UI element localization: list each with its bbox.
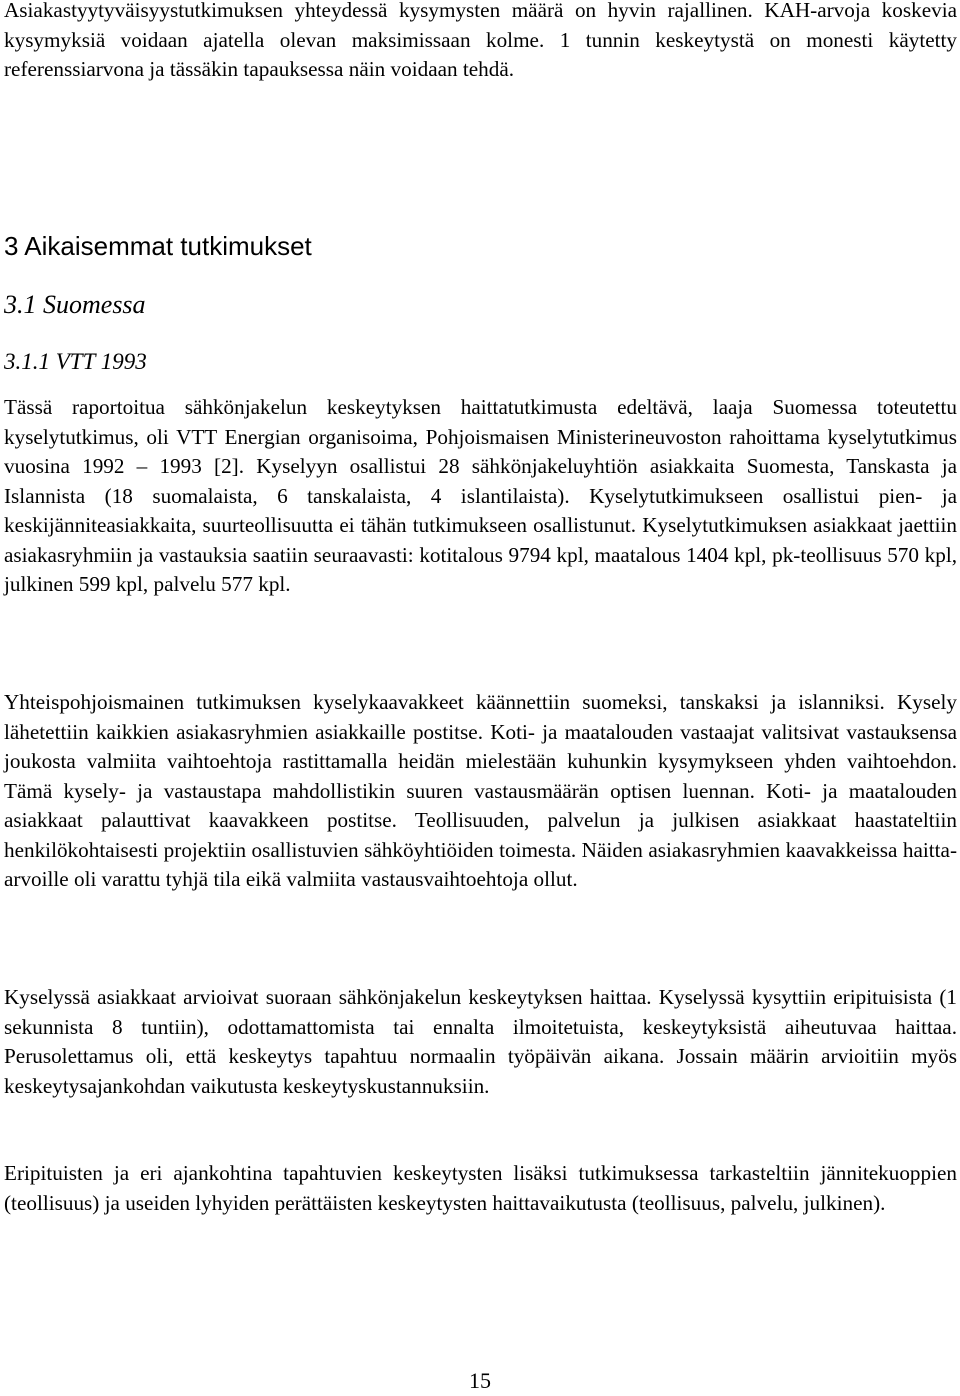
subsection-heading: 3.1 Suomessa	[4, 290, 146, 319]
page-number: 15	[469, 1368, 491, 1393]
intro-paragraph: Asiakastyytyväisyystutkimuksen yhteydessä kysymysten määrä on hyvin rajallinen. KAH-arvoja koskevia kysymyksiä voidaan ajatella olevan maksimissaan kolme. 1 tunnin keskeytystä on monesti käytetty referenssiarvona ja tässäkin tapauksessa näin voidaan tehdä.	[4, 0, 957, 81]
section-heading: 3 Aikaisemmat tutkimukset	[4, 231, 312, 261]
body-paragraph: Tässä raportoitua sähkönjakelun keskeytyksen haittatutkimusta edeltävä, laaja Suomessa toteutettu kyselytutkimus, oli VTT Energian organisoima, Pohjoismaisen Ministerineuvoston rahoittama kyselytutkimus vuosina 1992 – 1993 [2]. Kyselyyn osallistui 28 sähkönjakeluyhtiön asiakkaita Suomesta, Tanskasta ja Islannista (18 suomalaista, 6 tanskalaista, 4 islantilaista). Kyselytutkimukseen osallistui pien- ja keskijänniteasiakkaita, suurteollisuutta ei tähän tutkimukseen osallistunut. Kyselytutkimuksen asiakkaat jaettiin asiakasryhmiin ja vastauksia saatiin seuraavasti: kotitalous 9794 kpl, maatalous 1404 kpl, pk-teollisuus 570 kpl, julkinen 599 kpl, palvelu 577 kpl.	[4, 395, 957, 596]
body-paragraph: Kyselyssä asiakkaat arvioivat suoraan sähkönjakelun keskeytyksen haittaa. Kyselyssä kysyttiin eripituisista (1 sekunnista 8 tuntiin), odottamattomista tai ennalta ilmoitetuista, keskeytyksistä aiheutuvaa haittaa. Perusolettamus oli, että keskeytys tapahtuu normaalin työpäivän aikana. Jossain määrin arvioitiin myös keskeytysajankohdan vaikutusta keskeytyskustannuksiin.	[4, 985, 957, 1098]
subsubsection-heading: 3.1.1 VTT 1993	[4, 349, 147, 374]
body-paragraph: Eripituisten ja eri ajankohtina tapahtuvien keskeytysten lisäksi tutkimuksessa tarkasteltiin jännitekuoppien (teollisuus) ja useiden lyhyiden perättäisten keskeytysten haittavaikutusta (teollisuus, palvelu, julkinen).	[4, 1161, 957, 1215]
body-paragraph: Yhteispohjoismainen tutkimuksen kyselykaavakkeet käännettiin suomeksi, tanskaksi ja islanniksi. Kysely lähetettiin kaikkien asiakasryhmien asiakkaille postitse. Koti- ja maatalouden vastaajat valitsivat vastauksensa joukosta valmiita vaihtoehtoja rastittamalla heidän mielestään kuhunkin kysymykseen yhden vaihtoehdon. Tämä kysely- ja vastaustapa mahdollistikin suuren vastausmäärän optisen luennan. Koti- ja maatalouden asiakkaat palauttivat kaavakkeen postitse. Teollisuuden, palvelun ja julkisen asiakkaat haastateltiin henkilökohtaisesti projektiin osallistuvien sähköyhtiöiden toimesta. Näiden asiakasryhmien kaavakkeissa haitta-arvoille oli varattu tyhjä tila eikä valmiita vastausvaihtoehtoja ollut.	[4, 690, 957, 891]
